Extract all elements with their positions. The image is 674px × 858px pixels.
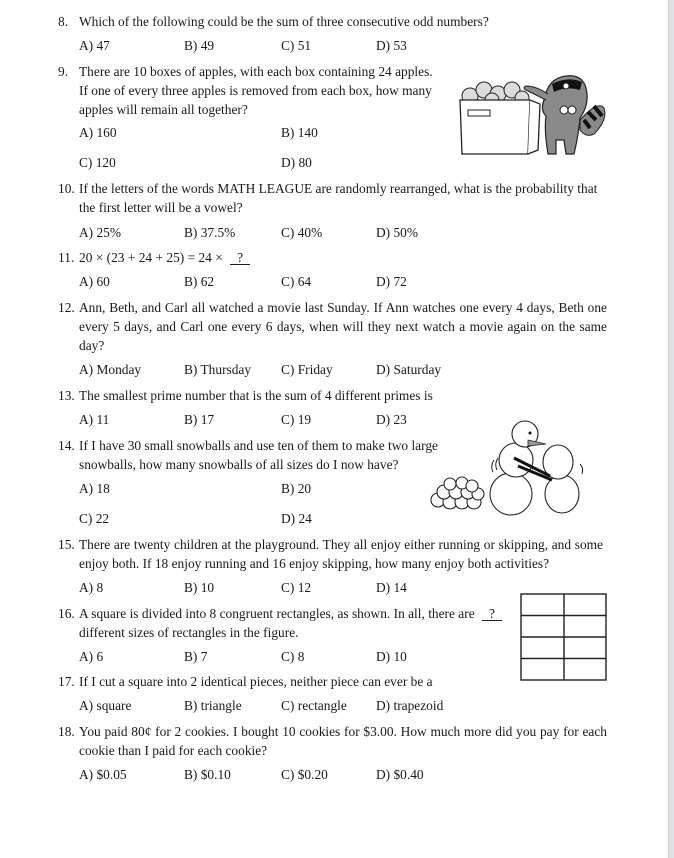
square-grid-figure — [520, 593, 608, 682]
snowman-snowballs-illustration — [420, 420, 590, 520]
question-text: the first letter will be a vowel? — [79, 200, 243, 215]
choice-a[interactable]: A) Monday — [79, 362, 142, 377]
choice-a[interactable]: A) 8 — [79, 580, 104, 595]
question-text: There are twenty children at the playground. They all enjoy either running or skipping, and some — [79, 537, 603, 552]
question-number: 8. — [58, 14, 69, 29]
choice-c[interactable]: C) Friday — [281, 362, 333, 377]
choice-d[interactable]: D) $0.40 — [376, 767, 424, 782]
raccoon-apple-box-illustration — [448, 60, 608, 155]
question-number: 11. — [58, 250, 75, 265]
choice-d[interactable]: D) 23 — [376, 412, 407, 427]
choice-c[interactable]: C) 8 — [281, 649, 305, 664]
choice-d[interactable]: D) 72 — [376, 274, 407, 289]
choice-b[interactable]: B) 20 — [281, 481, 312, 496]
question-text: If the letters of the words MATH LEAGUE are randomly rearranged, what is the probability that — [79, 181, 598, 196]
choice-d[interactable]: D) 14 — [376, 580, 407, 595]
choice-a[interactable]: A) $0.05 — [79, 767, 127, 782]
choice-c[interactable]: C) $0.20 — [281, 767, 328, 782]
question-text: If one of every three apples is removed from each box, how many — [79, 83, 432, 98]
answer-blank: ? — [230, 251, 250, 265]
question-text: snowballs, how many snowballs of all sizes do I now have? — [79, 457, 399, 472]
question-text — [79, 606, 502, 622]
choice-b[interactable]: B) 7 — [184, 649, 208, 664]
choice-c[interactable]: C) 64 — [281, 274, 312, 289]
choice-a[interactable]: A) 47 — [79, 38, 110, 53]
choice-c[interactable]: C) 51 — [281, 38, 312, 53]
choice-c[interactable]: C) rectangle — [281, 698, 347, 713]
question-text: apples will remain all together? — [79, 102, 248, 117]
question-text — [79, 250, 250, 266]
choice-b[interactable]: B) 37.5% — [184, 225, 236, 240]
choice-b[interactable]: B) 49 — [184, 38, 215, 53]
choice-d[interactable]: D) 50% — [376, 225, 419, 240]
choice-a[interactable]: A) 6 — [79, 649, 104, 664]
answer-blank: ? — [482, 607, 502, 621]
question-number: 18. — [58, 724, 75, 739]
question-text: cookie than I paid for each cookie? — [79, 743, 268, 758]
choice-d[interactable]: D) 53 — [376, 38, 407, 53]
choice-a[interactable]: A) square — [79, 698, 132, 713]
question-text: Ann, Beth, and Carl all watched a movie last Sunday. If Ann watches one every 4 days, Beth one — [79, 300, 607, 315]
question-text: different sizes of rectangles in the figure. — [79, 625, 299, 640]
question-number: 15. — [58, 537, 75, 552]
choice-c[interactable]: C) 40% — [281, 225, 323, 240]
question-text: If I have 30 small snowballs and use ten of them to make two large — [79, 438, 438, 453]
choice-c[interactable]: C) 19 — [281, 412, 312, 427]
equation-text: 20 × (23 + 24 + 25) = 24 × — [79, 250, 227, 265]
question-number: 16. — [58, 606, 75, 621]
choice-b[interactable]: B) Thursday — [184, 362, 252, 377]
question-text: The smallest prime number that is the sum of 4 different primes is — [79, 388, 433, 403]
choice-b[interactable]: B) triangle — [184, 698, 242, 713]
question-text: There are 10 boxes of apples, with each box containing 24 apples. — [79, 64, 433, 79]
choice-c[interactable]: C) 22 — [79, 511, 110, 526]
choice-c[interactable]: C) 120 — [79, 155, 116, 170]
choice-d[interactable]: D) Saturday — [376, 362, 442, 377]
question-number: 14. — [58, 438, 75, 453]
vertical-scrollbar[interactable] — [668, 0, 674, 858]
question-number: 9. — [58, 64, 69, 79]
question-number: 12. — [58, 300, 75, 315]
question-text: day? — [79, 338, 105, 353]
choice-d[interactable]: D) 10 — [376, 649, 407, 664]
choice-a[interactable]: A) 11 — [79, 412, 110, 427]
question-text: You paid 80¢ for 2 cookies. I bought 10 cookies for $3.00. How much more did you pay for each — [79, 724, 607, 739]
choice-d[interactable]: D) 80 — [281, 155, 312, 170]
question-text: every 5 days, and Carl one every 6 days, when will they next watch a movie again on the same — [79, 319, 607, 334]
question-number: 17. — [58, 674, 75, 689]
choice-a[interactable]: A) 25% — [79, 225, 122, 240]
question-number: 10. — [58, 181, 75, 196]
choice-b[interactable]: B) 62 — [184, 274, 215, 289]
question-text-part: A square is divided into 8 congruent rectangles, as shown. In all, there are — [79, 606, 478, 621]
choice-c[interactable]: C) 12 — [281, 580, 312, 595]
question-number: 13. — [58, 388, 75, 403]
choice-a[interactable]: A) 160 — [79, 125, 117, 140]
question-text: Which of the following could be the sum of three consecutive odd numbers? — [79, 14, 489, 29]
choice-b[interactable]: B) 17 — [184, 412, 215, 427]
choice-a[interactable]: A) 60 — [79, 274, 110, 289]
choice-d[interactable]: D) trapezoid — [376, 698, 444, 713]
question-text: enjoy both. If 18 enjoy running and 16 enjoy skipping, how many enjoy both activities? — [79, 556, 550, 571]
choice-d[interactable]: D) 24 — [281, 511, 312, 526]
question-text: If I cut a square into 2 identical pieces, neither piece can ever be a — [79, 674, 433, 689]
choice-b[interactable]: B) 10 — [184, 580, 215, 595]
choice-b[interactable]: B) 140 — [281, 125, 318, 140]
choice-a[interactable]: A) 18 — [79, 481, 110, 496]
choice-b[interactable]: B) $0.10 — [184, 767, 231, 782]
